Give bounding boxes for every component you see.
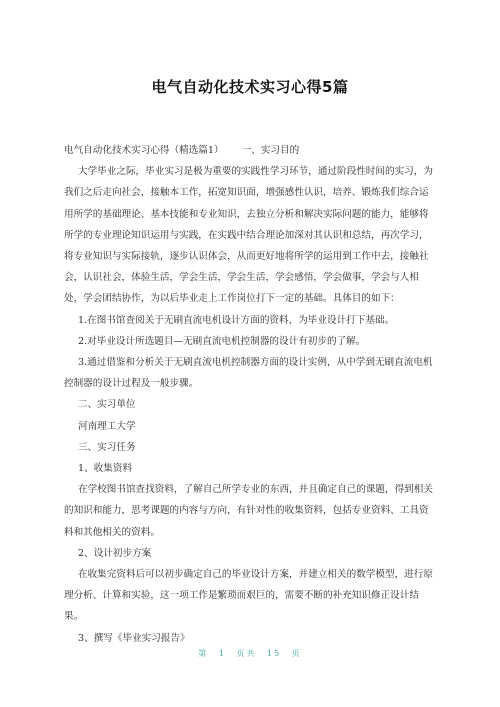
footer-total-pages: 15 (267, 649, 282, 658)
footer-middle: 页共 (236, 649, 257, 658)
paragraph: 河南理工大学 (78, 420, 136, 432)
list-item: 2.对毕业设计所选题目—无刷直流电机控制器的设计有初步的了解。 (78, 335, 366, 347)
document-body (64, 140, 438, 649)
intro-line (64, 140, 438, 161)
intro-subtitle: 电气自动化技术实习心得（精选篇1） (64, 145, 224, 156)
footer-page-number: 1 (218, 649, 226, 658)
subsection-heading: 3、撰写《毕业实习报告》 (78, 632, 190, 644)
list-item: 1.在图书馆查阅关于无刷直流电机设计方面的资料，为毕业设计打下基础。 (78, 314, 395, 326)
section-heading: 二、实习单位 (78, 399, 136, 411)
section-heading-purpose: 一、实习目的 (241, 145, 300, 156)
document-title: 电气自动化技术实习心得5篇 (151, 78, 349, 96)
list-item: 3.通过借鉴和分析关于无刷直流电机控制器方面的设计实例，从中学到无刷直流电机控制器的设计过程及一般步骤。 (64, 357, 433, 390)
footer-prefix: 第 (198, 649, 209, 658)
subsection-heading: 1、收集资料 (78, 463, 133, 475)
paragraph: 在收集完资料后可以初步确定自己的毕业设计方案，并建立相关的数学模型，进行原理分析、计算和实验，这一项工作是繁琐而艰巨的，需要不断的补充知识修正设计结果。 (64, 569, 433, 623)
footer-suffix: 页 (291, 649, 302, 658)
paragraph: 大学毕业之际，毕业实习是极为重要的实践性学习环节，通过阶段性时间的实习，为我们之后走向社会，接触本工作，拓宽知识面，增强感性认识，培养、锻炼我们综合运用所学的基础理论、基本技能和专业知识，去独立分析和解决实际问题的能力，能够将所学的专业理论知识运用与实践，在实践中结合理论加深对其认识和总结，再次学习，将专业知识与实际接轨，逐步认识体会，从而更好地将所学的运用到工作中去，接触社会，认识社会，体验生活，学会生活，学会生活，学会感悟，学会做事，学会与人相处，学会团结协作，为以后毕业走上工作岗位打下一定的基础。具体目的如下： (64, 166, 433, 305)
section-heading: 三、实习任务 (78, 441, 136, 453)
subsection-heading: 2、设计初步方案 (78, 547, 152, 559)
paragraph: 在学校图书馆查找资料，了解自己所学专业的东西，并且确定自己的课题，得到相关的知识和能力，思考课题的内容与方向，有针对性的收集资料，包括专业资料、工具资料和其他相关的资料。 (64, 484, 433, 538)
page-footer (0, 648, 500, 659)
